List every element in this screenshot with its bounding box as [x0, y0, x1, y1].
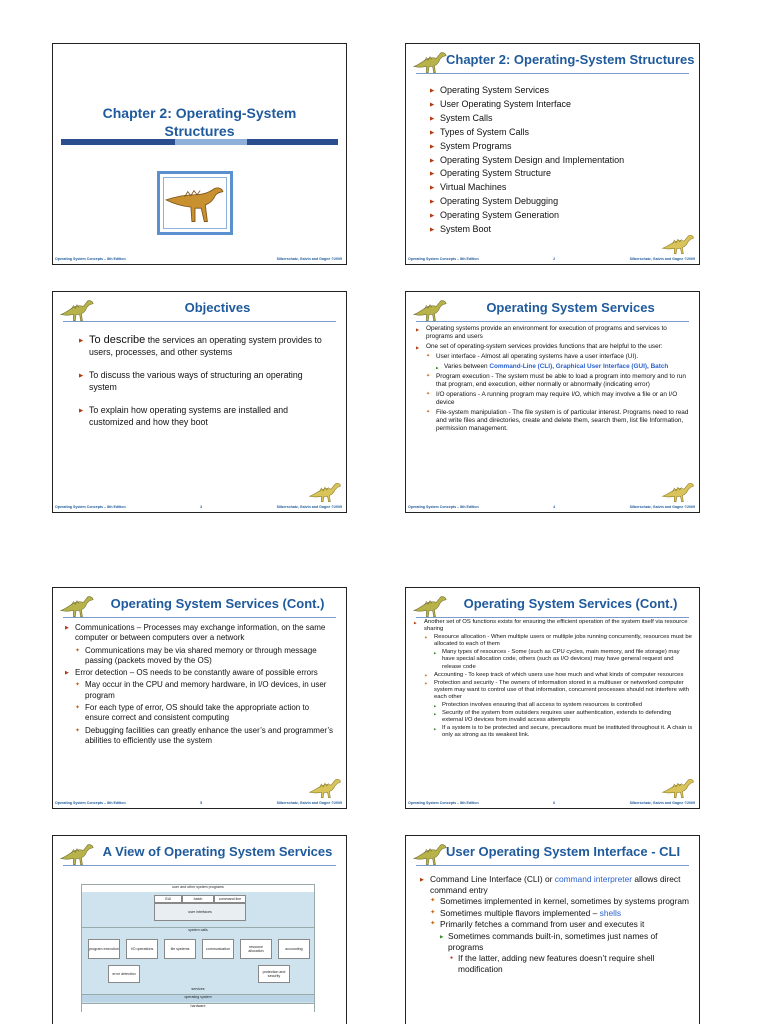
slide-title: Operating System Services (Cont.): [110, 596, 325, 611]
list-item: ▶ Operating systems provide an environment for execution of programs and services to programs and users: [416, 325, 691, 341]
list-item: ▶ Operating System Generation: [430, 209, 689, 223]
diagram-box-batch: batch: [182, 895, 214, 903]
list-item: ▶ Another set of OS functions exists for ensuring the efficient operation of the system itself via resource sharing: [414, 619, 693, 633]
diagram-box-error-detection: error detection: [108, 965, 140, 983]
diagram-box-communication: communication: [202, 939, 234, 959]
list-item: ▶ System Calls: [430, 112, 689, 126]
list-item: ▶ To describe the services an operating system provides to users, processes, and other systems: [79, 334, 330, 358]
title-rule: [416, 321, 689, 322]
list-item: ▶ If a system is to be protected and secure, precautions must be instituted throughout it. A chain is only as strong as its weakest link.: [434, 725, 693, 739]
diagram-box-resource-allocation: resource allocation: [240, 939, 272, 959]
diagram-box-gui: GUI: [154, 895, 182, 903]
diagram-box-user-interfaces: user interfaces: [154, 903, 246, 921]
list-item: ▶ To explain how operating systems are installed and customized and how they boot: [79, 404, 330, 428]
diagram-label: services: [191, 987, 205, 991]
list-item: ✦ File-system manipulation - The file system is of particular interest. Programs need to read and write files and directories, create and delete them, search them, list file Information, permission management.: [426, 409, 691, 433]
slide-8: [405, 835, 700, 1024]
list-item: ✦ Resource allocation - When multiple users or multiple jobs running concurrently, resources must be allocated to each of them: [424, 634, 693, 648]
slide-title: User Operating System Interface - CLI: [446, 844, 681, 859]
list-item: ▶ Sometimes commands built-in, sometimes just names of programs: [440, 931, 691, 952]
services-list: [414, 619, 693, 741]
list-item: ✦ Protection and security - The owners of information stored in a multiuser or networked computer system may want to control use of that information, concurrent processes should not interfere with each other: [424, 680, 693, 701]
slide-footer: Operating System Concepts – 8th Edition 3 Silberschatz, Galvin and Gagne ©2009: [55, 505, 342, 509]
title-rule: [416, 73, 689, 74]
slide-3: [52, 291, 347, 513]
title-rule: [63, 617, 336, 618]
list-item: ▶ Command Line Interface (CLI) or command interpreter allows direct command entry: [420, 874, 691, 895]
dinosaur-icon: [59, 296, 95, 324]
title-rule: [63, 321, 336, 322]
dinosaur-icon: [59, 592, 95, 620]
title-rule: [63, 865, 336, 866]
title-divider-bar: [61, 139, 338, 145]
services-list: [65, 623, 334, 748]
diagram-label: system calls: [82, 927, 314, 934]
list-item: ✦ For each type of error, OS should take the appropriate action to ensure correct and consistent computing: [75, 703, 334, 724]
title-rule: [416, 617, 689, 618]
diagram-box-file-systems: file systems: [164, 939, 196, 959]
slide-4: [405, 291, 700, 513]
cli-list: [420, 874, 691, 975]
outline-list: [430, 84, 689, 237]
list-item: ✦ Communications may be via shared memory or through message passing (packets moved by the OS): [75, 646, 334, 667]
dinosaur-icon: [412, 592, 448, 620]
list-item: ✦ Accounting - To keep track of which users use how much and what kinds of computer resources: [424, 672, 693, 679]
list-item: ▶ Types of System Calls: [430, 126, 689, 140]
list-item: ▶ To discuss the various ways of structuring an operating system: [79, 369, 330, 393]
slide-footer: Operating System Concepts – 8th Edition 6 Silberschatz, Galvin and Gagne ©2009: [408, 801, 695, 805]
list-item: ▶ Error detection – OS needs to be constantly aware of possible errors: [65, 668, 334, 678]
list-item: ▶ System Boot: [430, 223, 689, 237]
list-item: ▶ Operating System Services: [430, 84, 689, 98]
list-item: ▶ Many types of resources - Some (such as CPU cycles, main memory, and file storage) may have special allocation code, others (such as I/O devices) may have general request and release code: [434, 649, 693, 670]
list-item: ✦ Sometimes implemented in kernel, sometimes by systems program: [430, 896, 691, 907]
list-item: ▶ One set of operating-system services provides functions that are helpful to the user:: [416, 343, 691, 351]
diagram-box-program-execution: program execution: [88, 939, 120, 959]
objectives-list: [79, 334, 330, 439]
slide-title: A View of Operating System Services: [102, 844, 333, 859]
dinosaur-icon: [412, 296, 448, 324]
list-item: ▶ Varies between Command-Line (CLI), Graphical User Interface (GUI), Batch: [436, 363, 691, 371]
os-services-diagram: [81, 884, 315, 1012]
dinosaur-icon: [659, 228, 695, 256]
diagram-box-protection-security: protection and security: [258, 965, 290, 983]
slide-7: [52, 835, 347, 1024]
diagram-label: user and other system programs: [82, 885, 314, 892]
services-list: [416, 325, 691, 435]
list-item: ● If the latter, adding new features doesn’t require shell modification: [450, 953, 691, 974]
list-item: ▶ Protection involves ensuring that all access to system resources is controlled: [434, 702, 693, 709]
list-item: ✦ Primarily fetches a command from user and executes it: [430, 919, 691, 930]
slide-1: [52, 43, 347, 265]
slide-footer: Operating System Concepts – 8th Edition Silberschatz, Galvin and Gagne ©2009: [55, 257, 342, 261]
slide-1-title: Chapter 2: Operating-System Structures: [102, 105, 297, 139]
list-item: ✦ Program execution - The system must be able to load a program into memory and to run that program, end execution, either normally or abnormally (indicating error): [426, 373, 691, 389]
dinosaur-icon: [306, 476, 342, 504]
slide-5: [52, 587, 347, 809]
list-item: ▶ Security of the system from outsiders requires user authentication, extends to defending external I/O devices from invalid access attempts: [434, 710, 693, 724]
diagram-box-command-line: command line: [214, 895, 246, 903]
dinosaur-icon: [306, 772, 342, 800]
slide-6: [405, 587, 700, 809]
title-rule: [416, 865, 689, 866]
dinosaur-icon: [412, 840, 448, 868]
list-item: ▶ Operating System Design and Implementation: [430, 154, 689, 168]
dinosaur-icon: [659, 476, 695, 504]
list-item: ▶ Operating System Structure: [430, 167, 689, 181]
dinosaur-icon: [164, 178, 226, 228]
slide-footer: Operating System Concepts – 8th Edition 5 Silberschatz, Galvin and Gagne ©2009: [55, 801, 342, 805]
slide-2: [405, 43, 700, 265]
list-item: ✦ May occur in the CPU and memory hardware, in I/O devices, in user program: [75, 680, 334, 701]
list-item: ✦ Sometimes multiple flavors implemented – shells: [430, 908, 691, 919]
slide-footer: Operating System Concepts – 8th Edition 2 Silberschatz, Galvin and Gagne ©2009: [408, 257, 695, 261]
list-item: ▶ User Operating System Interface: [430, 98, 689, 112]
list-item: ✦ User interface - Almost all operating systems have a user interface (UI).: [426, 353, 691, 361]
list-item: ✦ I/O operations - A running program may require I/O, which may involve a file or an I/O device: [426, 391, 691, 407]
diagram-label: hardware: [82, 1003, 314, 1012]
diagram-label: operating system: [82, 994, 314, 1002]
diagram-box-io-operations: I/O operations: [126, 939, 158, 959]
slide-title: Chapter 2: Operating-System Structures: [446, 52, 695, 67]
slide-title: Operating System Services (Cont.): [463, 596, 678, 611]
dinosaur-icon: [59, 840, 95, 868]
diagram-box-accounting: accounting: [278, 939, 310, 959]
list-item: ✦ Debugging facilities can greatly enhance the user’s and programmer’s abilities to efficiently use the system: [75, 726, 334, 747]
list-item: ▶ System Programs: [430, 140, 689, 154]
slide-title: Operating System Services: [486, 300, 655, 315]
dinosaur-picture: [157, 171, 233, 235]
dinosaur-icon: [659, 772, 695, 800]
dinosaur-icon: [412, 48, 448, 76]
slide-footer: Operating System Concepts – 8th Edition 4 Silberschatz, Galvin and Gagne ©2009: [408, 505, 695, 509]
list-item: ▶ Operating System Debugging: [430, 195, 689, 209]
list-item: ▶ Virtual Machines: [430, 181, 689, 195]
slide-title: Objectives: [184, 300, 251, 315]
list-item: ▶ Communications – Processes may exchange information, on the same computer or between computers over a network: [65, 623, 334, 644]
